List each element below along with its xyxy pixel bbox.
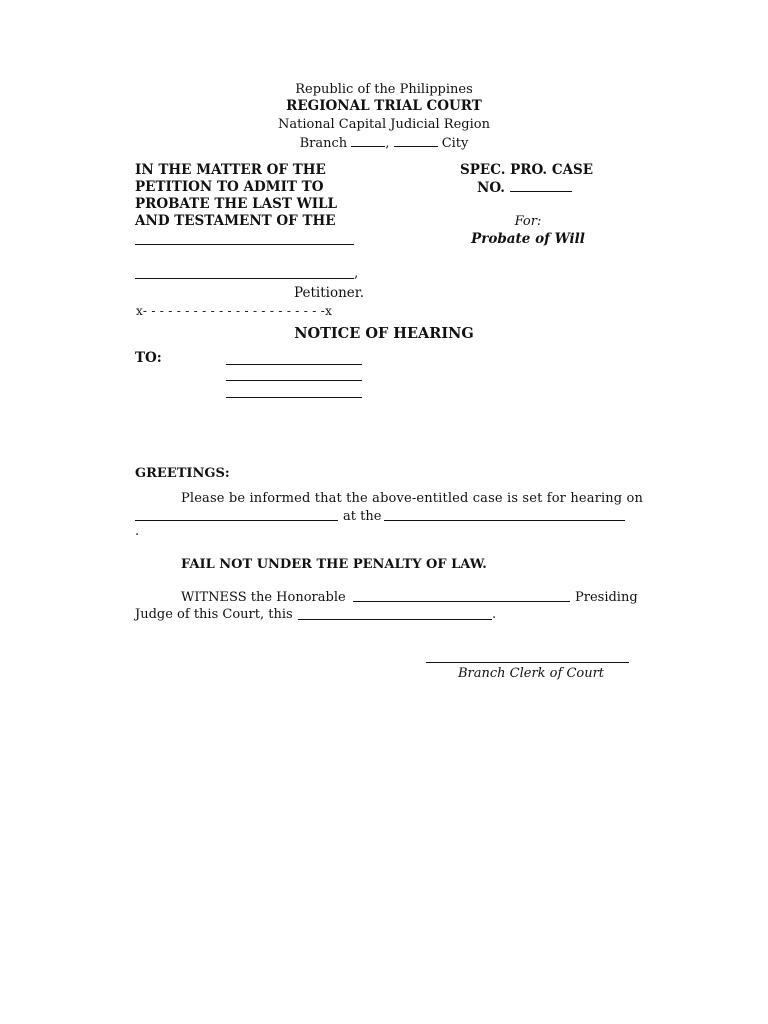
- judge-line: Judge of this Court, this: [135, 607, 293, 622]
- caption-line-4: AND TESTAMENT OF THE: [135, 213, 336, 229]
- case-number-label: NO.: [477, 180, 506, 196]
- hearing-period: .: [135, 524, 140, 539]
- greetings-label: GREETINGS:: [135, 466, 230, 481]
- branch-label: Branch: [299, 136, 348, 151]
- witness-prefix: WITNESS the Honorable: [181, 590, 346, 605]
- case-number-line: [477, 179, 572, 197]
- testator-name-blank: [135, 244, 354, 245]
- addressee-blank-1: [226, 364, 362, 365]
- fail-not-notice: FAIL NOT UNDER THE PENALTY OF LAW.: [181, 557, 487, 572]
- for-label: For:: [514, 214, 542, 229]
- petitioner-name-blank: [135, 278, 354, 279]
- petitioner-label: Petitioner.: [294, 285, 365, 301]
- hearing-venue-blank: [384, 520, 625, 521]
- notice-title: NOTICE OF HEARING: [294, 325, 474, 342]
- caption-line-3: PROBATE THE LAST WILL: [135, 196, 338, 212]
- caption-separator: x- - - - - - - - - - - - - - - - - - - - - -x: [136, 304, 333, 318]
- presiding-label: Presiding: [575, 590, 638, 605]
- court-heading: REGIONAL TRIAL COURT: [286, 98, 482, 114]
- region-heading: National Capital Judicial Region: [278, 117, 490, 132]
- caption-line-1: IN THE MATTER OF THE: [135, 162, 326, 178]
- branch-number-blank: [351, 134, 385, 147]
- city-name-blank: [394, 134, 438, 147]
- clerk-signature-line: [426, 662, 629, 663]
- hearing-date-blank: [135, 520, 338, 521]
- city-label: City: [441, 136, 469, 151]
- republic-heading: Republic of the Philippines: [295, 82, 473, 97]
- clerk-title: Branch Clerk of Court: [457, 666, 605, 681]
- case-number-blank: [510, 179, 572, 192]
- branch-separator: ,: [385, 136, 390, 151]
- case-purpose: Probate of Will: [471, 231, 585, 247]
- addressee-blank-3: [226, 397, 362, 398]
- hearing-text-line-1: Please be informed that the above-entitled case is set for hearing on: [181, 491, 644, 506]
- to-label: TO:: [135, 350, 162, 366]
- case-type-label: SPEC. PRO. CASE: [460, 162, 594, 178]
- petitioner-comma: ,: [354, 265, 359, 281]
- witness-period: .: [492, 607, 497, 622]
- caption-line-2: PETITION TO ADMIT TO: [135, 179, 324, 195]
- addressee-blank-2: [226, 380, 362, 381]
- witness-date-blank: [298, 619, 492, 620]
- judge-name-blank: [353, 601, 570, 602]
- branch-line: [234, 134, 534, 152]
- at-the-label: at the: [343, 509, 382, 524]
